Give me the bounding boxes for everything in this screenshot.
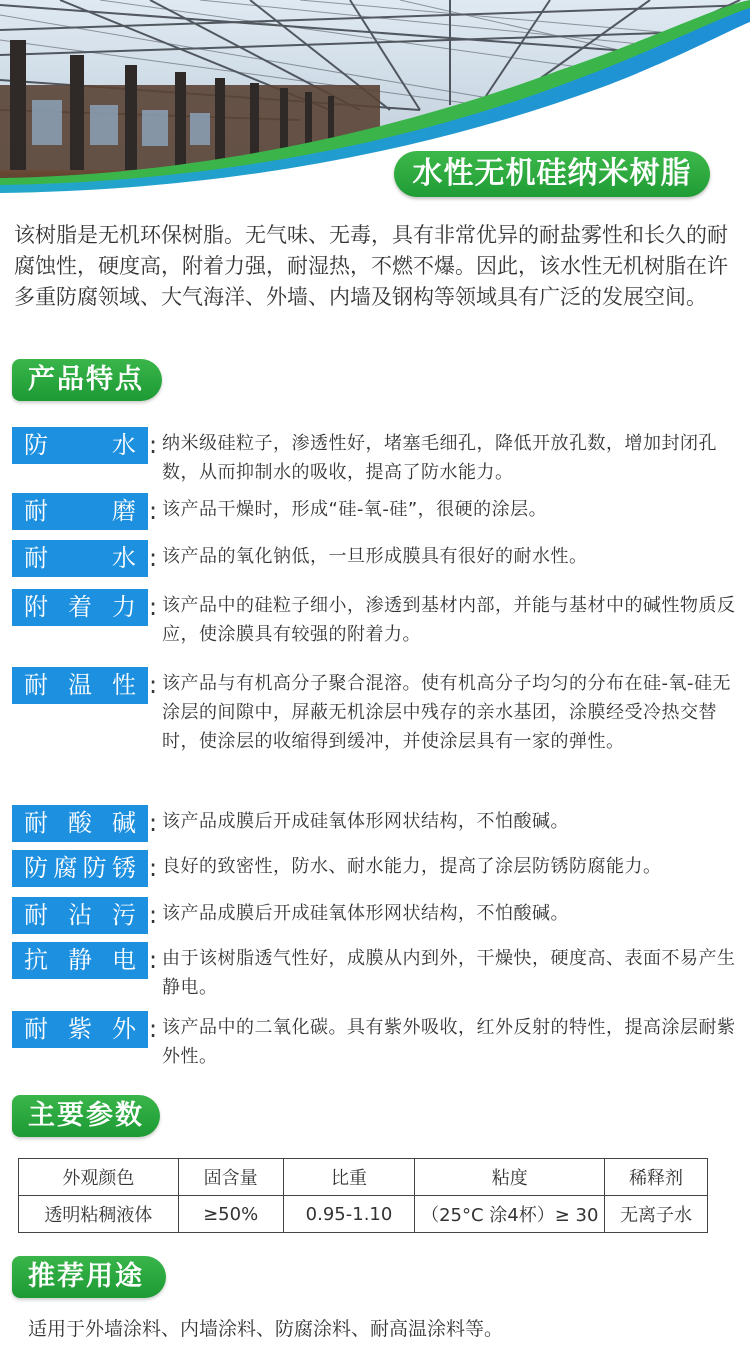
feature-description: 该产品中的硅粒子细小，渗透到基材内部，并能与基材中的碱性物质反应，使涂膜具有较强的附着力。 [162,595,736,645]
table-header-cell: 稀释剂 [605,1159,708,1196]
intro-paragraph: 该树脂是无机环保树脂。无气味、无毒，具有非常优异的耐盐雾性和长久的耐腐蚀性，硬度高，附着力强，耐湿热，不燃不爆。因此，该水性无机树脂在许多重防腐领域、大气海洋、外墙、内墙及钢构等领域具有广泛的发展空间。 [14,223,728,309]
feature-description: 该产品成膜后开成硅氧体形网状结构，不怕酸碱。 [162,903,569,924]
table-header-cell: 比重 [283,1159,415,1196]
feature-label-char: 磨 [112,497,136,525]
feature-description: 由于该树脂透气性好，成膜从内到外，干燥快，硬度高、表面不易产生静电。 [162,948,736,998]
feature-label-char: 腐 [53,854,78,882]
feature-label-char: 锈 [111,854,136,882]
feature-label-char: 碱 [112,809,136,837]
feature-label-char: 沾 [68,901,92,929]
feature-label-char: 防 [82,854,107,882]
feature-label [12,1011,148,1048]
feature-colon: : [149,901,158,929]
feature-label-char: 外 [112,1015,136,1043]
feature-colon: : [149,431,158,459]
feature-label-char: 耐 [24,544,48,572]
feature-colon: : [149,671,158,699]
usage-heading: 推荐用途 [12,1256,166,1298]
feature-description: 该产品干燥时，形成“硅-氧-硅”，很硬的涂层。 [162,499,548,520]
table-cell: 0.95-1.10 [283,1196,415,1233]
feature-colon: : [149,946,158,974]
feature-label-char: 耐 [24,901,48,929]
feature-label-char: 着 [68,593,92,621]
feature-label-char: 电 [112,946,136,974]
feature-label [12,942,148,979]
feature-description: 良好的致密性，防水、耐水能力，提高了涂层防锈防腐能力。 [162,856,662,877]
feature-label-char: 力 [112,593,136,621]
table-cell: （25°C 涂4杯）≥ 30 [415,1196,605,1233]
feature-label [12,540,148,577]
feature-label [12,850,148,887]
table-cell: 透明粘稠液体 [19,1196,179,1233]
feature-label-char: 水 [112,431,136,459]
table-cell: 无离子水 [605,1196,708,1233]
feature-label-char: 抗 [24,946,48,974]
feature-label-char: 酸 [68,809,92,837]
table-header-cell: 固含量 [178,1159,283,1196]
table-header-cell: 外观颜色 [19,1159,179,1196]
params-table [18,1158,708,1233]
feature-label-char: 水 [112,544,136,572]
table-row [19,1196,708,1233]
feature-label-char: 防 [24,431,48,459]
feature-label-char: 防 [24,854,48,882]
feature-label [12,897,148,934]
table-cell: ≥50% [178,1196,283,1233]
feature-label [12,667,148,704]
feature-label-char: 耐 [24,671,48,699]
feature-description: 该产品成膜后开成硅氧体形网状结构，不怕酸碱。 [162,811,569,832]
feature-description: 该产品与有机高分子聚合混溶。使有机高分子均匀的分布在硅-氧-硅无涂层的间隙中，屏蔽无机涂层中残存的亲水基团，涂膜经受冷热交替时，使涂层的收缩得到缓冲，并使涂层具有一家的弹性。 [162,673,731,752]
feature-label-char: 耐 [24,497,48,525]
table-header-cell: 粘度 [415,1159,605,1196]
hero-banner [0,0,750,205]
feature-label-char: 性 [112,671,136,699]
page-title: 水性无机硅纳米树脂 [394,151,710,197]
feature-colon: : [149,593,158,621]
feature-colon: : [149,854,158,882]
feature-colon: : [149,1015,158,1043]
feature-description: 纳米级硅粒子，渗透性好，堵塞毛细孔，降低开放孔数，增加封闭孔数，从而抑制水的吸收，提高了防水能力。 [162,433,717,483]
feature-label-char: 耐 [24,1015,48,1043]
feature-label-char: 静 [68,946,92,974]
feature-label [12,427,148,464]
feature-label-char: 温 [68,671,92,699]
feature-description: 该产品中的二氧化碳。具有紫外吸收，红外反射的特性，提高涂层耐紫外性。 [162,1017,736,1067]
feature-label-char: 耐 [24,809,48,837]
feature-label [12,589,148,626]
feature-colon: : [149,544,158,572]
feature-description: 该产品的氧化钠低，一旦形成膜具有很好的耐水性。 [162,546,588,567]
usage-text: 适用于外墙涂料、内墙涂料、防腐涂料、耐高温涂料等。 [28,1318,504,1340]
feature-label [12,493,148,530]
table-header-row [19,1159,708,1196]
feature-colon: : [149,497,158,525]
feature-label [12,805,148,842]
features-heading: 产品特点 [12,359,162,401]
params-heading: 主要参数 [12,1095,160,1137]
feature-label-char: 附 [24,593,48,621]
feature-colon: : [149,809,158,837]
feature-label-char: 污 [112,901,136,929]
feature-label-char: 紫 [68,1015,92,1043]
